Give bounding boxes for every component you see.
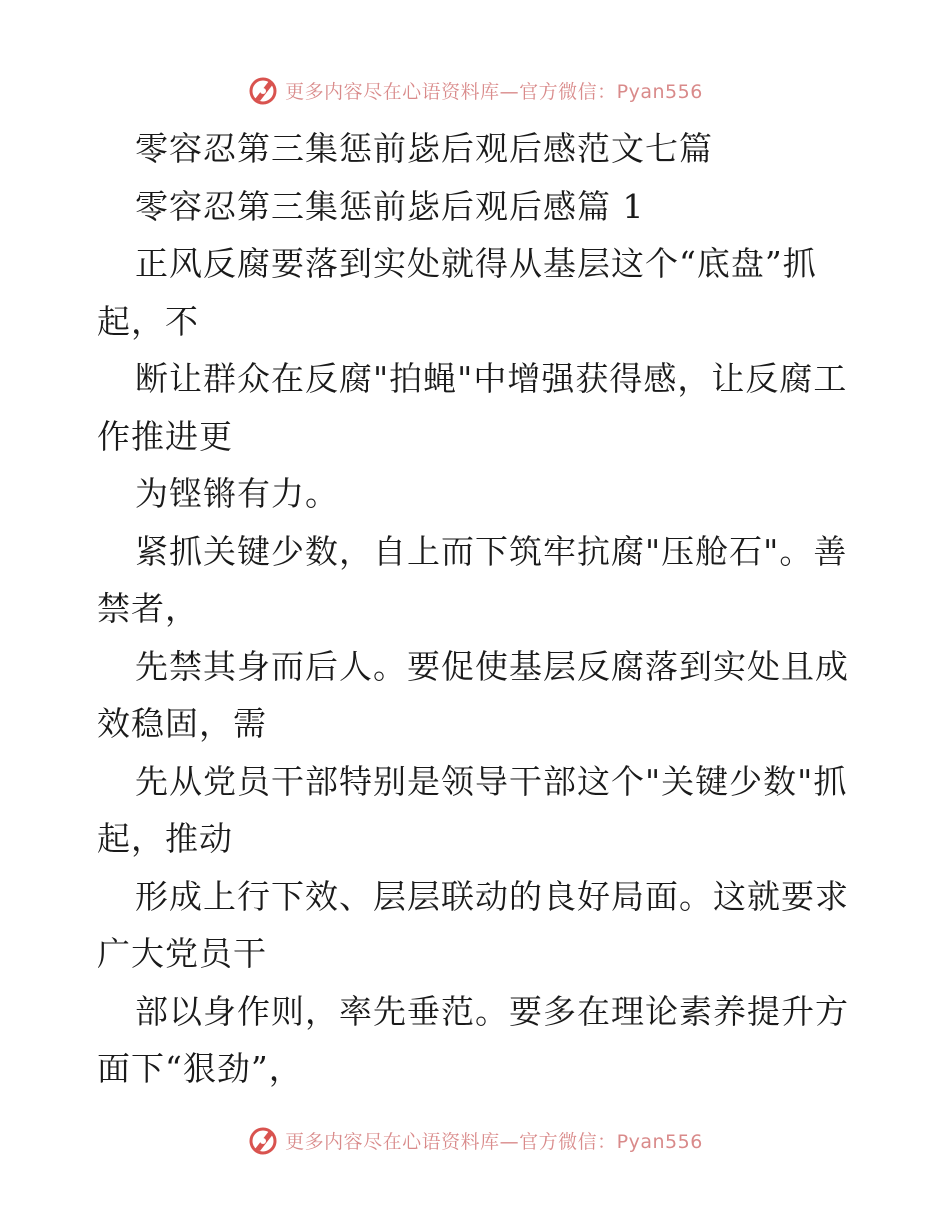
footer-banner: [0, 1120, 950, 1160]
text-line: 断让群众在反腐"拍蝇"中增强获得感，让反腐工: [135, 359, 848, 398]
text-line: 广大党员干: [97, 934, 267, 973]
text-line: 起，不: [97, 301, 199, 341]
pen-logo-icon: [247, 73, 281, 107]
text-line: 形成上行下效、层层联动的良好局面。这就要求: [135, 876, 849, 916]
text-line: 零容忍第三集惩前毖后观后感范文七篇: [135, 129, 713, 168]
pen-logo-icon: [247, 1123, 281, 1157]
banner-text: 更多内容尽在心语资料库—官方微信：Pyan556: [285, 80, 703, 103]
text-line: 紧抓关键少数，自上而下筑牢抗腐"压舱石"。善: [135, 531, 848, 571]
text-line: 起，推动: [97, 819, 233, 858]
banner-text: 更多内容尽在心语资料库—官方微信：Pyan556: [285, 1130, 703, 1153]
text-line: 为铿锵有力。: [135, 474, 339, 513]
document-body: [97, 120, 857, 1098]
text-line: 禁者，: [97, 589, 199, 628]
text-line: 面下“狠劲”，: [97, 1049, 303, 1088]
text-line: 正风反腐要落到实处就得从基层这个“底盘”抓: [135, 244, 817, 283]
text-line: 效稳固，需: [97, 704, 267, 743]
text-line: 部以身作则，率先垂范。要多在理论素养提升方: [135, 991, 849, 1031]
text-line: 作推进更: [97, 416, 233, 456]
text-line: 零容忍第三集惩前毖后观后感篇 1: [135, 186, 645, 226]
text-line: 先禁其身而后人。要促使基层反腐落到实处且成: [135, 646, 849, 686]
text-line: 先从党员干部特别是领导干部这个"关键少数"抓: [135, 761, 848, 801]
header-banner: [0, 70, 950, 110]
